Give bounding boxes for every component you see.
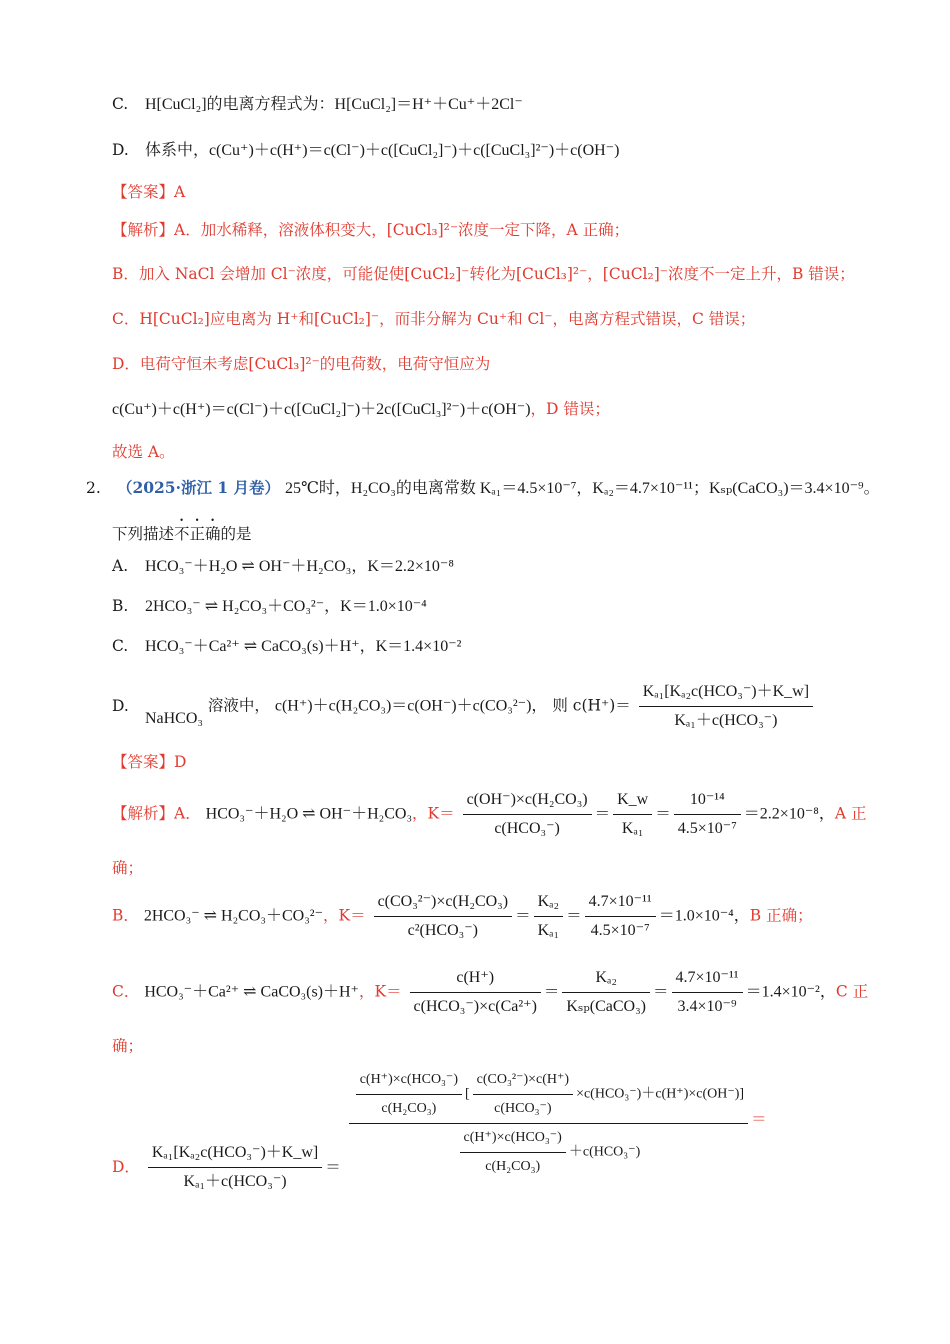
q2-ask: 下列描述不正确的是 [112,525,252,543]
lhs-fraction: $\frac{\text{Kₐ₁[Kₐ₂c(HCO₃⁻)＋K\_w]}}{\text{Kₐ₁＋c(HCO₃⁻)}}$ [148,1141,322,1194]
q2-option-d: D. NaHCO₃ 溶液中， c(H⁺)＋c(H₂CO₃)＝c(OH⁻)＋c(CO₃²⁻)， 则 c(H⁺)＝ $\frac{\text{Kₐ₁[Kₐ₂c(HCO₃⁻)＋K\_w]}}{\text{Kₐ₁＋c(HCO₃⁻)}}$ [112,680,816,733]
q1-charge-balance: c(Cu⁺)＋c(H⁺)＝c(Cl⁻)＋c([CuCl₂]⁻)＋2c([CuCl₃]²⁻)＋c(OH⁻)，D 错误； [112,400,610,418]
q2-source: （2025·浙江 1 月卷） [116,478,281,497]
q1-explanation-d: D．电荷守恒未考虑[CuCl₃]²⁻的电荷数，电荷守恒应为 [112,355,491,373]
q2-option-d-fraction: $\frac{\text{Kₐ₁[Kₐ₂c(HCO₃⁻)＋K\_w]}}{\text{Kₐ₁＋c(HCO₃⁻)}}$ [639,680,813,733]
q1-explanation-b: B．加入 NaCl 会增加 Cl⁻浓度，可能促使[CuCl₂]⁻转化为[CuCl₃]²⁻，[CuCl₂]⁻浓度不一定上升，B 错误； [112,265,855,283]
q1-conclusion: 故选 A。 [112,443,175,461]
q2-explanation-a: 【解析】A． HCO₃⁻＋H₂O ⇌ OH⁻＋H₂CO₃，K＝ $\frac{\text{c(OH⁻)×c(H₂CO₃)}}{\text{c(HCO₃⁻)}}$ ＝ $\frac{K\_w}{\text{Kₐ₁}}$ ＝ $\frac{\text{10⁻¹⁴}}{\text{4.5×10⁻⁷}}$ ＝2.2×10⁻⁸，A 正 [112,788,866,841]
q2-option-c: C. HCO₃⁻＋Ca²⁺ ⇌ CaCO₃(s)＋H⁺，K＝1.4×10⁻² [112,637,462,655]
q2-explanation-b: B． 2HCO₃⁻ ⇌ H₂CO₃＋CO₃²⁻，K＝ $\frac{\text{c(CO₃²⁻)×c(H₂CO₃)}}{\text{c²(HCO₃⁻)}}$ ＝ $\frac{\text{Kₐ₂}}{\text{Kₐ₁}}$ ＝ $\frac{\text{4.7×10⁻¹¹}}{\text{4.5×10⁻⁷}}$ ＝1.0×10⁻⁴，B 正确； [112,890,813,943]
q2-explanation-c: C． HCO₃⁻＋Ca²⁺ ⇌ CaCO₃(s)＋H⁺，K＝ $\frac{c(H^+)}{\text{c(HCO₃⁻)×c(Ca²⁺)}}$ ＝ $\frac{\text{Kₐ₂}}{\text{Kₛₚ(CaCO₃)}}$ ＝ $\frac{\text{4.7×10⁻¹¹}}{\text{3.4×10⁻⁹}}$ ＝1.4×10⁻²，C 正 [112,966,868,1019]
emphasis-not-correct: 不正确 [174,525,221,543]
q1-option-c: C. H[CuCl₂]的电离方程式为：H[CuCl₂]＝H⁺＋Cu⁺＋2Cl⁻ [112,95,523,113]
q2-number: 2. [86,479,101,497]
q2-explanation-a-tail: 确； [112,859,144,877]
q2-explanation-c-tail: 确； [112,1037,144,1055]
q1-answer: 【答案】A [112,183,186,201]
q1-explanation-a: 【解析】A．加水稀释，溶液体积变大，[CuCl₃]²⁻浓度一定下降，A 正确； [112,221,630,239]
q2-answer: 【答案】D [112,753,187,771]
q2-option-b: B. 2HCO₃⁻ ⇌ H₂CO₃＋CO₃²⁻，K＝1.0×10⁻⁴ [112,597,427,615]
q2-stem: 2. （2025·浙江 1 月卷） 25℃时，H₂CO₃的电离常数 Kₐ₁＝4.5×10⁻⁷，Kₐ₂＝4.7×10⁻¹¹；Kₛₚ(CaCO₃)＝3.4×10⁻⁹。 [86,476,880,501]
q1-option-d: D. 体系中，c(Cu⁺)＋c(H⁺)＝c(Cl⁻)＋c([CuCl₂]⁻)＋c([CuCl₃]²⁻)＋c(OH⁻) [112,141,620,159]
q2-explanation-d: D． $\frac{\text{Kₐ₁[Kₐ₂c(HCO₃⁻)＋K\_w]}}{\text{Kₐ₁＋c(HCO₃⁻)}}$ ＝ $\frac{\text{c(H⁺)×c(HCO₃⁻)}}{\text{c(H₂CO₃)}}$ [ $\frac{\text{c(CO₃²⁻)×c(H⁺)}}{\text{c(HCO₃⁻)}}$ ×c(HCO₃⁻)＋c(H⁺)×c(OH⁻)] $\frac{\text{c(H⁺)×c(HCO₃⁻)}}{\text{c(H₂CO₃)}}$ ＋c(HCO₃⁻) ＝ [112,1068,767,1179]
q2-option-a: A. HCO₃⁻＋H₂O ⇌ OH⁻＋H₂CO₃，K＝2.2×10⁻⁸ [112,557,454,575]
big-fraction: $\frac{\text{c(H⁺)×c(HCO₃⁻)}}{\text{c(H₂CO₃)}}$ [ $\frac{\text{c(CO₃²⁻)×c(H⁺)}}{\text{c(HCO₃⁻)}}$ ×c(HCO₃⁻)＋c(H⁺)×c(OH⁻)] $\frac{\text{c(H⁺)×c(HCO₃⁻)}}{\text{c(H₂CO₃)}}$ ＋c(HCO₃⁻) [349,1068,748,1179]
q1-explanation-c: C．H[CuCl₂]应电离为 H⁺和[CuCl₂]⁻，而非分解为 Cu⁺和 Cl⁻，电离方程式错误，C 错误； [112,310,756,328]
